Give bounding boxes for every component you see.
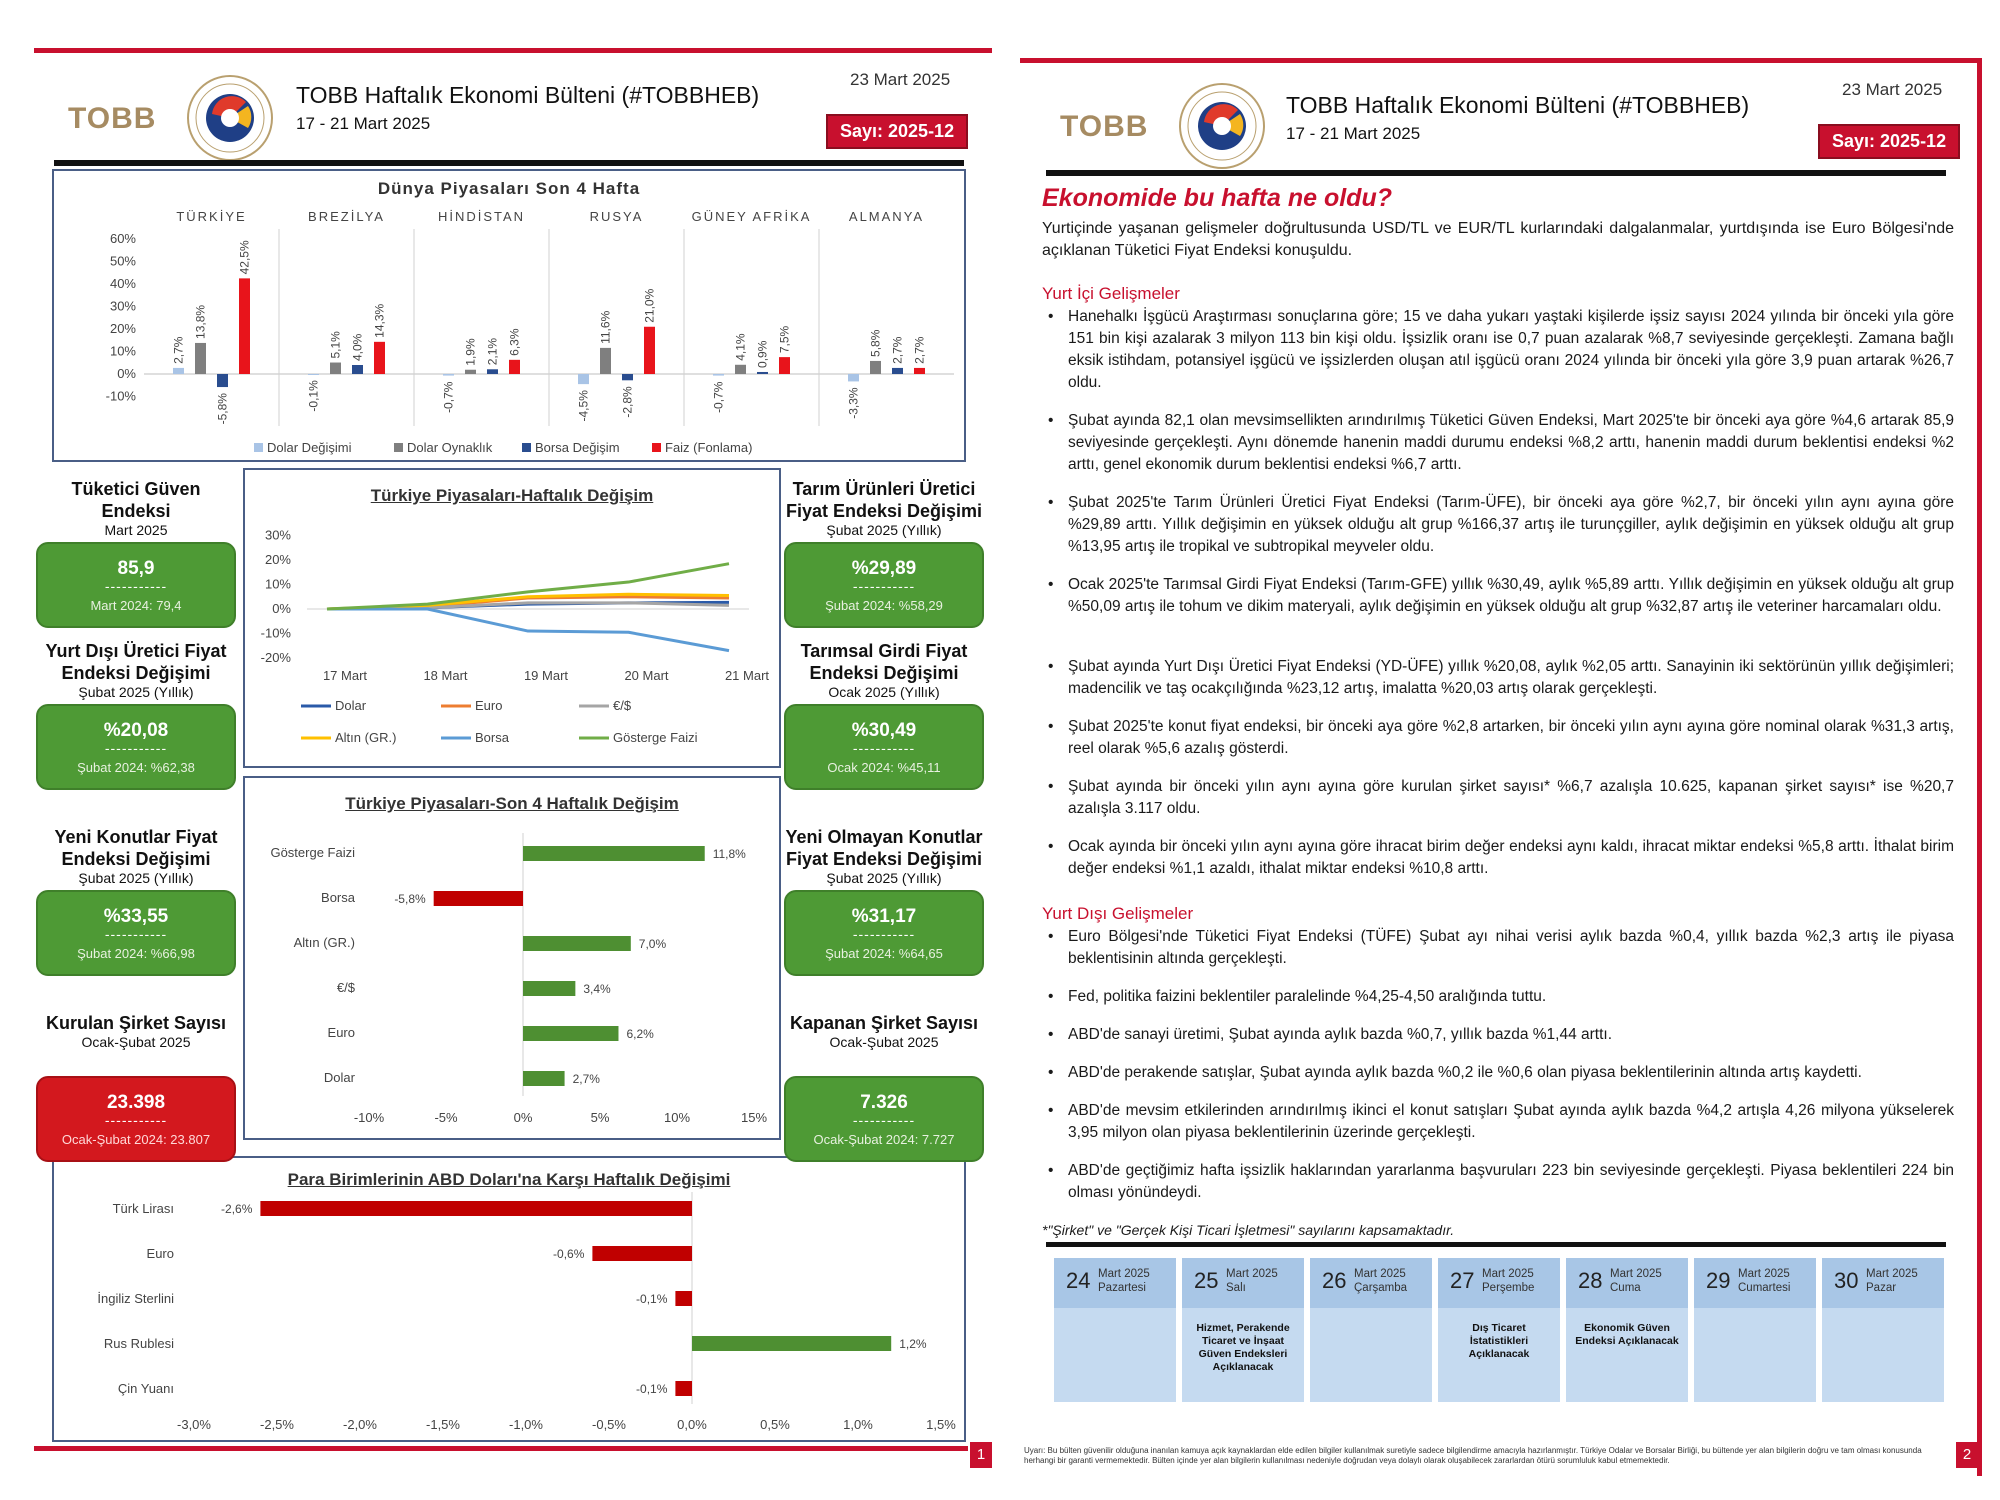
wm-bar — [848, 374, 859, 381]
cu-category-label: Türk Lirası — [112, 1201, 174, 1216]
four-week-title: Türkiye Piyasaları-Son 4 Haftalık Değişim — [345, 794, 679, 813]
page-number-1: 1 — [970, 1442, 992, 1468]
cu-bar-label: -2,6% — [221, 1202, 253, 1216]
domestic-bullet: • Şubat ayında bir önceki yılın aynı ayına göre kurulan şirket sayısı* %6,7 azalışla 10.625, kapanan şirket sayısı* ise %20,7 azalışla 3.117 oldu. — [1042, 776, 1954, 820]
indicator-title: Kapanan Şirket Sayısı — [789, 1013, 979, 1033]
wm-bar-label: 42,5% — [237, 240, 252, 275]
header-rule — [54, 160, 964, 166]
indicator-divider: ----------- — [852, 926, 916, 942]
wm-legend-swatch — [652, 443, 661, 452]
calendar-day-number: 28 — [1578, 1268, 1603, 1293]
calendar-day-meta — [1866, 1267, 1918, 1295]
wl-series-line — [327, 609, 729, 651]
wm-y-tick: 50% — [109, 253, 136, 269]
indicator-heading — [784, 640, 984, 700]
domestic-bullet: • Ocak 2025'te Tarımsal Girdi Fiyat Endeksi (Tarım-GFE) yıllık %30,49, aylık %5,89 arttı. Yıllık değişimin en yüksek olduğu alt grup %50,09 artış ile tohum ve dikim materyali, aylık değişimin en yüksek olduğu alt grup %32,87 artış ile veteriner harcamaları oldu. — [1042, 574, 1954, 618]
calendar-weekday: Pazar — [1866, 1282, 1897, 1294]
fw-bar-label: 6,2% — [626, 1027, 654, 1041]
foreign-bullet: • ABD'de geçtiğimiz hafta işsizlik haklarından yararlanma başvuruları 223 bin seviyesinde gerçekleşti. Piyasa beklentileri 224 bin olması yönündeydi. — [1042, 1160, 1954, 1204]
wm-bar-label: 2,7% — [912, 336, 927, 364]
indicator-previous: Şubat 2024: %62,38 — [77, 760, 195, 775]
currency-title: Para Birimlerinin ABD Doları'na Karşı Haftalık Değişimi — [287, 1170, 731, 1189]
fw-x-tick: -10% — [353, 1110, 385, 1125]
weekly-change-svg — [245, 470, 779, 766]
wm-bar — [173, 368, 184, 374]
indicator-value: %30,49 — [851, 720, 917, 741]
indicator-heading — [784, 1012, 984, 1050]
wm-bar — [779, 357, 790, 374]
indicator-divider: ----------- — [104, 1112, 168, 1128]
bulletin-title-2: TOBB Haftalık Ekonomi Bülteni (#TOBBHEB) — [1286, 92, 1750, 118]
indicator-heading — [36, 826, 236, 886]
fw-bar — [523, 846, 705, 861]
fw-bar — [523, 1026, 618, 1041]
calendar-month: Mart 2025 — [1610, 1268, 1662, 1280]
domestic-bullet: • Şubat 2025'te konut fiyat endeksi, bir önceki aya göre %2,8 artarken, bir önceki yılın aynı ayına göre nominal olarak %31,3 artış, reel olarak %5,6 azalış gösterdi. — [1042, 716, 1954, 760]
wm-y-tick: 0% — [117, 366, 136, 381]
calendar-event: Ekonomik Güven Endeksi Açıklanacak — [1575, 1322, 1679, 1347]
fw-bar-label: -5,8% — [394, 892, 426, 906]
indicator-previous: Ocak-Şubat 2024: 23.807 — [61, 1132, 211, 1147]
wl-legend-label: Dolar — [335, 698, 367, 713]
indicator-card — [36, 890, 236, 976]
wm-bar-label: -0,7% — [441, 381, 456, 413]
calendar-day — [1566, 1258, 1688, 1402]
cu-bar-label: -0,1% — [636, 1382, 668, 1396]
calendar-month: Mart 2025 — [1738, 1268, 1790, 1280]
foreign-bullet: • ABD'de sanayi üretimi, Şubat ayında aylık bazda %0,7, yıllık bazda %1,44 arttı. — [1042, 1024, 1954, 1046]
wm-legend-swatch — [522, 443, 531, 452]
wm-bar — [622, 374, 633, 380]
wm-bar — [509, 360, 520, 374]
indicator-previous: Ocak-Şubat 2024: 7.727 — [813, 1132, 955, 1147]
indicator-value: 85,9 — [117, 558, 155, 579]
indicator-divider: ----------- — [104, 926, 168, 942]
indicator-previous: Şubat 2024: %66,98 — [77, 946, 195, 961]
wm-bar — [352, 365, 363, 374]
calendar-event: Hizmet, Perakende Ticaret ve İnşaat Güven Endeksleri Açıklanacak — [1196, 1322, 1290, 1373]
bulletin-date: 23 Mart 2025 — [850, 70, 951, 89]
fw-category-label: Borsa — [321, 890, 355, 905]
wm-bar — [578, 374, 589, 384]
cu-x-tick: -1,5% — [426, 1417, 460, 1432]
wl-y-tick: -10% — [260, 625, 291, 641]
page-2 — [1020, 48, 1982, 1468]
calendar-day — [1054, 1258, 1176, 1402]
calendar-weekday: Salı — [1226, 1282, 1246, 1294]
indicator-card — [784, 542, 984, 628]
fw-category-label: Altın (GR.) — [293, 935, 355, 950]
four-week-chart — [243, 776, 781, 1140]
wm-bar — [487, 369, 498, 374]
bulletin-period: 17 - 21 Mart 2025 — [296, 114, 431, 133]
cu-x-tick: -2,5% — [260, 1417, 294, 1432]
wm-country-label: HİNDİSTAN — [437, 209, 526, 224]
indicator-previous: Ocak 2024: %45,11 — [827, 760, 941, 775]
calendar-day — [1822, 1258, 1944, 1402]
four-week-svg — [245, 778, 779, 1138]
issue-badge: Sayı: 2025-12 — [826, 114, 968, 149]
foreign-heading: Yurt Dışı Gelişmeler — [1042, 904, 1194, 923]
calendar-day-number: 24 — [1066, 1268, 1091, 1293]
wm-bar-label: 4,1% — [733, 333, 748, 361]
indicator-value: 23.398 — [106, 1092, 166, 1113]
cu-x-tick: -2,0% — [343, 1417, 377, 1432]
calendar-day-meta — [1354, 1267, 1407, 1295]
indicator-card — [784, 890, 984, 976]
indicator-value: %29,89 — [851, 558, 917, 579]
calendar-day-meta — [1226, 1267, 1278, 1295]
fw-bar-label: 11,8% — [712, 847, 746, 861]
wm-bar-label: 11,6% — [598, 310, 613, 344]
intro-paragraph: Yurtiçinde yaşanan gelişmeler doğrultusunda USD/TL ve EUR/TL kurlarındaki dalgalanmalar, yurtdışında ise Euro Bölgesi'nde açıklanan Tüketici Fiyat Endeksi konuşuldu. — [1042, 220, 1954, 259]
cu-bar — [675, 1381, 692, 1396]
calendar-day-number: 29 — [1706, 1268, 1731, 1293]
indicator-card — [784, 704, 984, 790]
foreign-bullet: • Fed, politika faizini beklentiler paralelinde %4,25-4,50 aralığında tuttu. — [1042, 986, 1954, 1008]
logo-brand-text-2: TOBB — [1060, 110, 1149, 143]
fw-bar-label: 2,7% — [572, 1072, 600, 1086]
wl-legend-label: Altın (GR.) — [335, 730, 397, 745]
calendar-day-number: 25 — [1194, 1268, 1219, 1293]
wm-legend-swatch — [394, 443, 403, 452]
wm-bar — [330, 363, 341, 374]
indicator-heading — [36, 478, 236, 538]
wm-y-tick: 40% — [109, 276, 136, 291]
cu-bar-label: 1,2% — [899, 1337, 927, 1351]
fw-category-label: Dolar — [323, 1070, 355, 1085]
indicator-card — [784, 1076, 984, 1162]
indicator-divider: ----------- — [852, 740, 916, 756]
calendar-day-number: 30 — [1834, 1268, 1859, 1293]
tobb-logo — [68, 62, 278, 152]
page-1 — [34, 48, 992, 1468]
wm-bar — [914, 368, 925, 374]
bulletin-period-2: 17 - 21 Mart 2025 — [1286, 124, 1421, 143]
fw-x-tick: 0% — [513, 1110, 533, 1125]
wm-country-label: TÜRKİYE — [176, 209, 247, 224]
footnote: *"Şirket" ve "Gerçek Kişi Ticari İşletmesi" sayılarını kapsamaktadır. — [1042, 1222, 1455, 1238]
wm-y-tick: 20% — [109, 321, 136, 336]
cu-x-tick: -3,0% — [177, 1417, 211, 1432]
indicator-title: Tarımsal Girdi Fiyat Endeksi Değişimi — [800, 641, 968, 683]
calendar-day-meta — [1098, 1267, 1150, 1295]
indicator-period: Şubat 2025 (Yıllık) — [78, 684, 194, 700]
wl-x-tick: 20 Mart — [624, 668, 669, 683]
domestic-heading: Yurt İçi Gelişmeler — [1042, 284, 1180, 303]
calendar-day — [1182, 1258, 1304, 1402]
logo-brand-text: TOBB — [68, 102, 157, 135]
foreign-bullet: • ABD'de mevsim etkilerinden arındırılmış ikinci el konut satışları Şubat ayında aylık bazda %4,2 artışla 4,26 milyona yükselerek 3,95 milyon olan piyasa beklentilerinin üzerinde gerçekleşti. — [1042, 1100, 1954, 1144]
cu-bar-label: -0,6% — [553, 1247, 585, 1261]
indicator-divider: ----------- — [852, 1112, 916, 1128]
fw-bar — [523, 1071, 565, 1086]
wl-legend-label: Euro — [475, 698, 503, 713]
indicator-previous: Mart 2024: 79,4 — [90, 598, 182, 613]
wm-bar-label: 13,8% — [193, 304, 208, 339]
calendar-month: Mart 2025 — [1866, 1268, 1918, 1280]
calendar-weekday: Cumartesi — [1738, 1282, 1791, 1294]
indicator-heading — [784, 478, 984, 538]
wm-y-tick: -10% — [105, 388, 136, 404]
wm-bar — [374, 342, 385, 374]
wm-bar-label: 4,0% — [350, 333, 365, 361]
wm-bar-label: 21,0% — [642, 288, 657, 323]
indicator-value: %31,17 — [851, 906, 917, 927]
wm-bar — [239, 278, 250, 374]
indicator-period: Ocak 2025 (Yıllık) — [828, 684, 940, 700]
calendar-day-meta — [1610, 1267, 1662, 1295]
cu-bar — [592, 1246, 692, 1261]
indicator-heading — [36, 640, 236, 700]
cu-x-tick: 1,0% — [843, 1417, 873, 1432]
cu-bar — [692, 1336, 891, 1351]
wm-legend-swatch — [254, 443, 263, 452]
calendar-day-number: 27 — [1450, 1268, 1475, 1293]
domestic-bullet: • Şubat ayında Yurt Dışı Üretici Fiyat Endeksi (YD-ÜFE) yıllık %20,08, aylık %2,05 arttı. Sanayinin iki sektörünün yıllık değişimleri; madencilik ve taş ocakçılığında %23,12 artış, imalatta %20,03 artış olarak gerçekleşti. — [1042, 656, 1954, 700]
cu-x-tick: -1,0% — [509, 1417, 543, 1432]
fw-x-tick: 10% — [663, 1110, 691, 1125]
wl-x-tick: 17 Mart — [322, 668, 368, 683]
tobb-seal-icon-2 — [1178, 82, 1266, 170]
calendar-weekday: Çarşamba — [1354, 1282, 1408, 1294]
calendar-weekday: Cuma — [1610, 1282, 1641, 1294]
wl-y-tick: 20% — [264, 552, 291, 567]
domestic-bullet: • Ocak ayında bir önceki yılın aynı ayına göre ihracat birim değer endeksi aynı kaldı, ihracat miktar endeksi %5,8 arttı. İthalat birim değer endeksi %1,1 azaldı, ithalat miktar endeksi %10,8 arttı. — [1042, 836, 1954, 880]
wm-bar-label: -3,3% — [846, 387, 861, 419]
calendar-month: Mart 2025 — [1098, 1268, 1150, 1280]
wm-bar-label: 14,3% — [372, 303, 387, 338]
fw-x-tick: 15% — [740, 1110, 768, 1125]
wm-country-label: ALMANYA — [848, 209, 925, 224]
indicator-period: Mart 2025 — [104, 522, 168, 538]
wm-bar — [465, 370, 476, 374]
indicator-value: %33,55 — [103, 906, 169, 927]
wl-y-tick: 30% — [264, 527, 291, 543]
wl-legend-label: Borsa — [475, 730, 509, 745]
indicator-previous: Şubat 2024: %64,65 — [825, 946, 943, 961]
currency-svg — [54, 1158, 964, 1440]
wm-bar — [892, 368, 903, 374]
wl-y-tick: 10% — [264, 576, 291, 592]
cu-x-tick: 0,5% — [760, 1417, 790, 1432]
wm-bar — [757, 372, 768, 374]
cu-category-label: Çin Yuanı — [117, 1381, 174, 1396]
wm-bar-label: -5,8% — [215, 393, 230, 425]
wm-bar-label: -2,8% — [620, 386, 635, 418]
wm-bar-label: -4,5% — [576, 390, 591, 422]
wm-country-label: BREZİLYA — [308, 209, 385, 224]
wl-x-tick: 21 Mart — [724, 668, 770, 683]
cu-category-label: Rus Rublesi — [103, 1336, 174, 1351]
wm-bar-label: 2,1% — [485, 337, 500, 366]
wm-bar — [644, 327, 655, 374]
fw-bar-label: 7,0% — [638, 937, 667, 951]
domestic-bullet: • Hanehalkı İşgücü Araştırması sonuçlarına göre; 15 ve daha yukarı yaştaki kişilerde işsiz sayısı 2024 yılında bir önceki yıla göre 151 bin kişi azalarak 3 milyon 113 bin kişi oldu. İşsizlik oranı ise 0,7 puan azalarak %8,7 seviyesinde gerçekleşti. Zamana bağlı eksik istihdam, potansiyel işgücü ve işsizlerden oluşan atıl işgücü oranı 2024 yılında bir önceki yıla göre 3,9 puan artarak %26,7 oldu. — [1042, 306, 1954, 394]
indicator-title: Kurulan Şirket Sayısı — [45, 1013, 227, 1033]
wm-country-label: GÜNEY AFRİKA — [691, 209, 812, 224]
indicator-period: Şubat 2025 (Yıllık) — [78, 870, 194, 886]
wm-bar-label: 2,7% — [890, 336, 905, 364]
weekly-change-title: Türkiye Piyasaları-Haftalık Değişim — [370, 486, 654, 505]
wm-bar-label: 5,1% — [328, 331, 343, 359]
indicator-divider: ----------- — [104, 740, 168, 756]
indicator-card — [36, 704, 236, 790]
indicator-period: Ocak-Şubat 2025 — [81, 1034, 191, 1050]
fw-bar — [523, 981, 575, 996]
indicator-title: Tüketici Güven Endeksi — [71, 479, 201, 521]
indicator-heading — [36, 1012, 236, 1050]
wm-bar-label: -0,7% — [711, 381, 726, 413]
wm-bar — [735, 365, 746, 374]
calendar-month: Mart 2025 — [1482, 1268, 1534, 1280]
calendar-rule — [1046, 1242, 1946, 1247]
cu-x-tick: 0,0% — [677, 1417, 707, 1432]
bulletin-date-2: 23 Mart 2025 — [1842, 80, 1943, 99]
indicator-title: Yeni Konutlar Fiyat Endeksi Değişimi — [54, 827, 218, 869]
calendar-month: Mart 2025 — [1226, 1268, 1278, 1280]
currency-chart — [52, 1156, 966, 1442]
cu-x-tick: 1,5% — [926, 1417, 956, 1432]
indicator-period: Şubat 2025 (Yıllık) — [826, 522, 942, 538]
fw-category-label: Euro — [327, 1025, 355, 1040]
wm-bar-label: 5,8% — [868, 329, 883, 357]
calendar-day-meta — [1482, 1267, 1534, 1295]
calendar-event: Dış Ticaret İstatistikleri Açıklanacak — [1468, 1322, 1530, 1360]
wm-legend-label: Dolar Oynaklık — [407, 440, 493, 455]
foreign-bullet: • ABD'de perakende satışlar, Şubat ayında aylık bazda %0,2 ile %0,6 olan piyasa beklentilerinin altında artış kaydetti. — [1042, 1062, 1954, 1084]
fw-x-tick: 5% — [590, 1110, 610, 1125]
wm-bar-label: 1,9% — [463, 338, 478, 366]
tobb-logo-2 — [1060, 72, 1270, 162]
indicator-value: 7.326 — [860, 1092, 908, 1113]
wl-x-tick: 19 Mart — [523, 668, 569, 683]
wm-bar — [870, 361, 881, 374]
wm-bar — [600, 348, 611, 374]
wm-bar-label: 6,3% — [507, 328, 522, 356]
cu-bar — [260, 1201, 692, 1216]
wm-bar-label: -0,1% — [306, 380, 321, 412]
wm-bar — [443, 374, 454, 376]
indicator-title: Yeni Olmayan Konutlar Fiyat Endeksi Değişimi — [785, 827, 983, 869]
wm-y-tick: 10% — [109, 343, 136, 359]
top-red-bar — [34, 48, 992, 53]
indicator-previous: Şubat 2024: %58,29 — [825, 598, 943, 613]
wm-bar-label: 7,5% — [777, 325, 792, 354]
issue-badge-2: Sayı: 2025-12 — [1818, 124, 1960, 159]
calendar-day-meta — [1738, 1267, 1790, 1295]
indicator-title: Tarım Ürünleri Üretici Fiyat Endeksi Değişimi — [785, 479, 983, 521]
indicator-value: %20,08 — [103, 720, 169, 741]
fw-category-label: €/$ — [336, 980, 355, 995]
calendar-day — [1310, 1258, 1432, 1402]
indicator-divider: ----------- — [104, 578, 168, 594]
wm-legend-label: Dolar Değişimi — [267, 440, 352, 455]
section-heading: Ekonomide bu hafta ne oldu? — [1042, 184, 1392, 212]
wm-legend-label: Faiz (Fonlama) — [665, 440, 753, 455]
header-rule-2 — [1046, 170, 1946, 176]
wm-y-tick: 60% — [109, 231, 136, 246]
indicator-title: Yurt Dışı Üretici Fiyat Endeksi Değişimi — [45, 641, 227, 683]
wl-legend-label: Gösterge Faizi — [613, 730, 698, 745]
cu-x-tick: -0,5% — [592, 1417, 626, 1432]
wl-y-tick: 0% — [272, 601, 291, 616]
indicator-heading — [784, 826, 984, 886]
wm-bar-label: 0,9% — [755, 340, 770, 368]
foreign-bullet: • Euro Bölgesi'nde Tüketici Fiyat Endeksi (TÜFE) Şubat ayı nihai verisi aylık bazda %0,4, yıllık bazda %2,3 artış ile piyasa beklentisinin altında gerçekleşti. — [1042, 926, 1954, 970]
indicator-card — [36, 542, 236, 628]
world-markets-svg — [54, 171, 964, 460]
disclaimer: Uyarı: Bu bülten güvenilir olduğuna inanılan kamuya açık kaynaklardan elde edilen bilgiler kullanılmak suretiyle sadece bilgilendirme amacıyla hazırlanmıştır. Türkiye Odalar ve Borsalar Birliği, bu bültende yer alan bilgilerin doğru ve tam olması konusunda herhangi bir garanti vermemektedir. Bülten içinde yer alan bilgilerin kullanılması nedeniyle doğrudan veya dolaylı olarak oluşabilecek zararlardan ötürü sorumluluk kabul etmemektedir. — [1024, 1446, 1922, 1465]
calendar-weekday: Pazartesi — [1098, 1282, 1146, 1294]
fw-bar — [523, 936, 631, 951]
indicator-card — [36, 1076, 236, 1162]
domestic-bullet: • Şubat ayında 82,1 olan mevsimsellikten arındırılmış Tüketici Güven Endeksi, Mart 2025'te bir önceki aya göre %4,6 artarak 85,9 seviyesinde gerçekleşti. Aynı dönemde hanenin maddi durumu endeksi %8,2 arttı, hanenin maddi durum beklentisi endeksi %2 arttı, genel ekonomik durum beklentisi endeksi %6,7 arttı. — [1042, 410, 1954, 476]
fw-category-label: Gösterge Faizi — [270, 845, 355, 860]
page-number-2: 2 — [1956, 1442, 1978, 1468]
cu-category-label: İngiliz Sterlini — [97, 1291, 174, 1306]
wm-bar — [308, 374, 319, 375]
bottom-red-bar — [34, 1446, 968, 1451]
wm-bar — [217, 374, 228, 387]
tobb-seal-icon — [186, 74, 274, 162]
wm-y-tick: 30% — [109, 298, 136, 314]
world-markets-title: Dünya Piyasaları Son 4 Hafta — [377, 179, 641, 198]
calendar-day — [1438, 1258, 1560, 1402]
calendar-month: Mart 2025 — [1354, 1268, 1406, 1280]
wl-legend-label: €/$ — [613, 698, 632, 713]
wm-bar-label: 2,7% — [171, 336, 186, 364]
domestic-bullet: • Şubat 2025'te Tarım Ürünleri Üretici Fiyat Endeksi (Tarım-ÜFE), bir önceki aya göre %2,7, bir önceki yılın aynı ayına göre %29,89 arttı. Yıllık değişimin en yüksek olduğu alt grup %166,37 artış ile turunçgiller, aylık değişimin en yüksek olduğu alt grup %13,95 artış ile tropikal ve subtropikal meyveler oldu. — [1042, 492, 1954, 558]
wm-legend-label: Borsa Değişim — [535, 440, 620, 455]
indicator-period: Ocak-Şubat 2025 — [829, 1034, 939, 1050]
fw-bar-label: 3,4% — [583, 982, 611, 996]
bulletin-title: TOBB Haftalık Ekonomi Bülteni (#TOBBHEB) — [296, 82, 760, 108]
indicator-period: Şubat 2025 (Yıllık) — [826, 870, 942, 886]
calendar-weekday: Perşembe — [1482, 1282, 1535, 1294]
calendar-day — [1694, 1258, 1816, 1402]
wl-x-tick: 18 Mart — [423, 668, 468, 683]
calendar-day-number: 26 — [1322, 1268, 1347, 1293]
wl-y-tick: -20% — [260, 650, 291, 665]
world-markets-chart — [52, 169, 966, 462]
indicator-divider: ----------- — [852, 578, 916, 594]
wm-bar — [195, 343, 206, 374]
fw-x-tick: -5% — [434, 1110, 458, 1125]
cu-category-label: Euro — [146, 1246, 174, 1261]
cu-bar-label: -0,1% — [636, 1292, 668, 1306]
fw-bar — [434, 891, 523, 906]
wm-bar — [713, 374, 724, 376]
weekly-change-chart — [243, 468, 781, 768]
cu-bar — [675, 1291, 692, 1306]
wm-country-label: RUSYA — [589, 209, 644, 224]
